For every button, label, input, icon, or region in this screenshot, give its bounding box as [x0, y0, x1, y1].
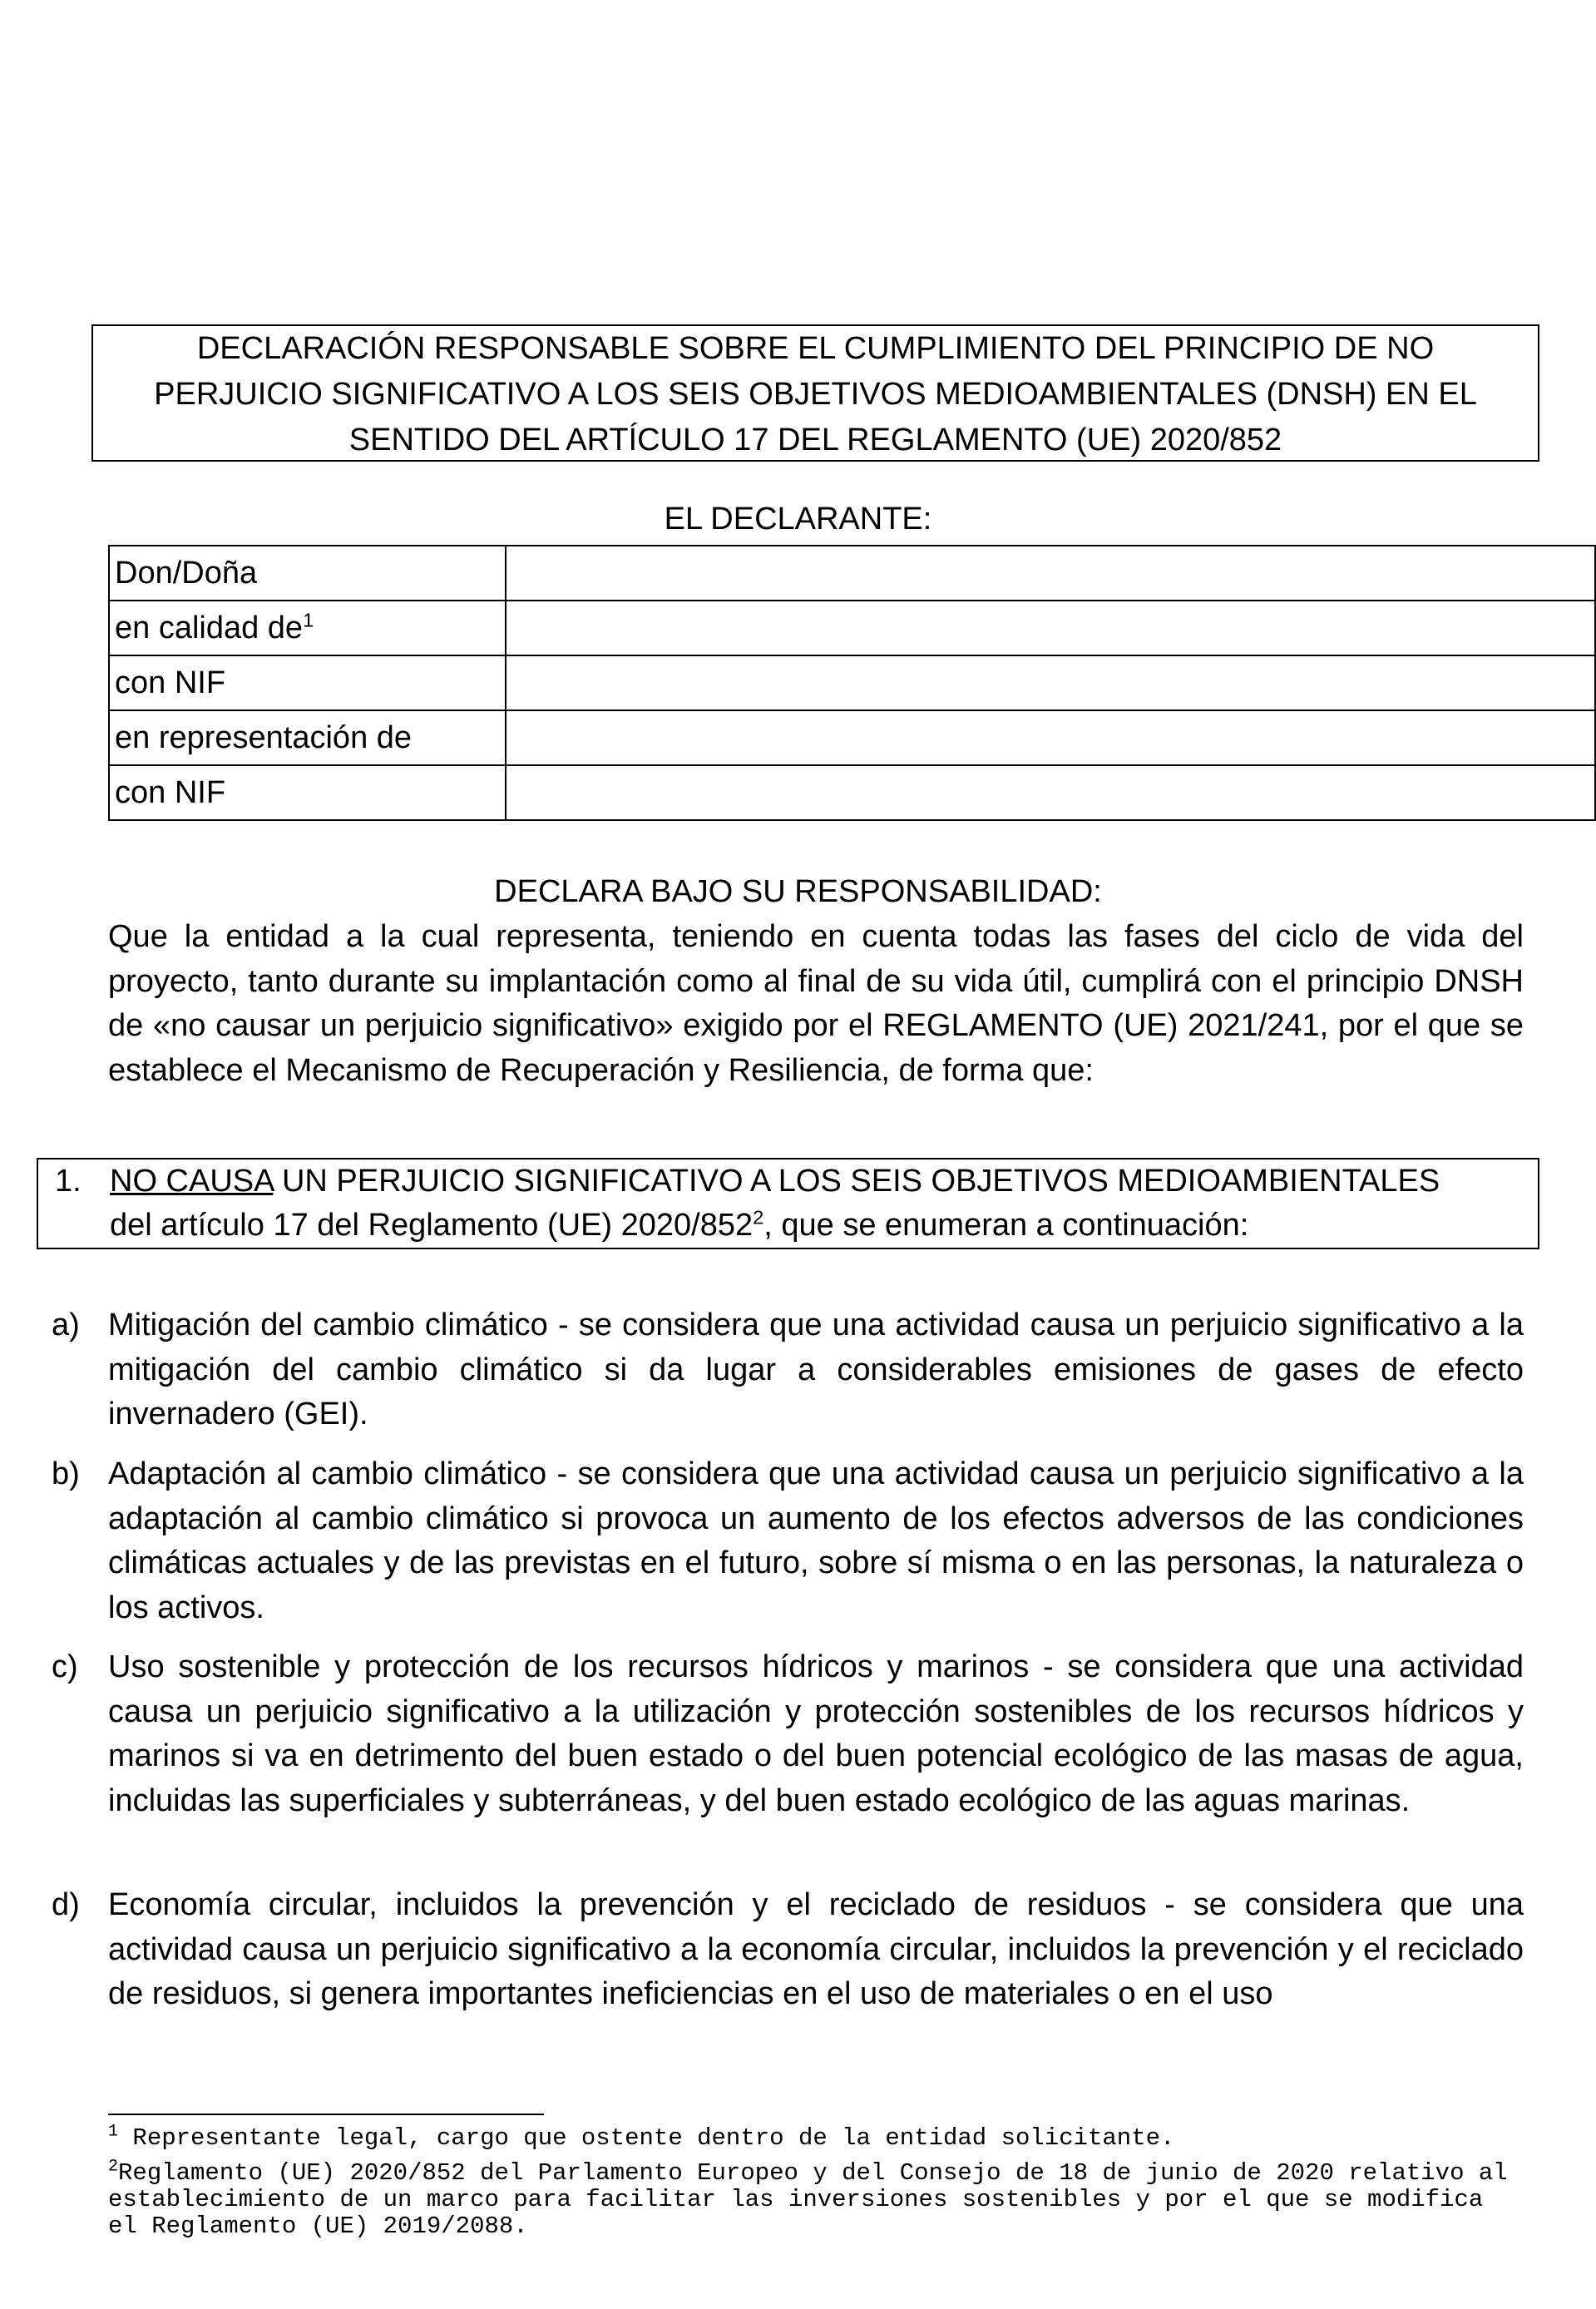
footnote-ref-1: 1 — [303, 608, 314, 630]
declarant-table — [108, 545, 1596, 821]
point-1-box — [37, 1158, 1539, 1249]
declarante-heading: EL DECLARANTE: — [664, 502, 932, 536]
document-title-line-3: SENTIDO DEL ARTÍCULO 17 DEL REGLAMENTO (UE) 2020/852 — [348, 423, 1282, 457]
entity-nif-field[interactable] — [506, 765, 1595, 820]
intro-paragraph: Que la entidad a la cual representa, teniendo en cuenta todas las fases del ciclo de vida del proyecto, tanto durante su implantación como al final de su vida útil, cumplirá con el principio DNSH de «no causar un perjuicio significativo» exigido por el REGLAMENTO (UE) 2021/241, por el que se establece el Mecanismo de Recuperación y Resiliencia, de forma que: — [108, 919, 1524, 1088]
list-item-letter: c) — [52, 1649, 78, 1684]
table-row — [109, 655, 1595, 710]
field-label: en representación de — [109, 710, 506, 765]
point-1-underlined: NO CAUSA — [110, 1164, 274, 1199]
list-item-letter: a) — [52, 1308, 80, 1342]
field-label: con NIF — [109, 655, 506, 710]
list-item-text: Uso sostenible y protección de los recursos hídricos y marinos - se considera que una actividad causa un perjuicio significativo a la utilización y protección sostenibles de los recursos hídricos y marinos si va en detrimento del buen estado o del buen potencial ecológico de las masas de agua, incluidas las superficiales y subterráneas, y del buen estado ecológico de las aguas marinas. — [108, 1649, 1524, 1818]
footnote-2 — [108, 2157, 1522, 2240]
document-title-box — [91, 324, 1539, 462]
point-1-number: 1. — [55, 1164, 82, 1199]
footnote-text: Reglamento (UE) 2020/852 del Parlamento Europeo y del Consejo de 18 de junio de 2020 relativo al establecimiento de un marco para facilitar las inversiones sostenibles y por el que se modifica el Reglamento (UE) 2019/2088. — [108, 2159, 1508, 2240]
table-row — [109, 765, 1595, 820]
footnote-ref-2: 2 — [753, 1206, 764, 1229]
declara-heading: DECLARA BAJO SU RESPONSABILIDAD: — [494, 874, 1102, 909]
footnote-1 — [108, 2122, 1522, 2152]
field-label: Don/Doña — [109, 546, 506, 601]
point-1-text — [110, 1159, 1524, 1248]
role-field[interactable] — [506, 601, 1595, 655]
document-title-line-2: PERJUICIO SIGNIFICATIVO A LOS SEIS OBJETIVOS MEDIOAMBIENTALES (DNSH) EN EL — [154, 377, 1477, 412]
nif-field[interactable] — [506, 655, 1595, 710]
table-row — [109, 601, 1595, 655]
list-item-text: Mitigación del cambio climático - se considera que una actividad causa un perjuicio significativo a la mitigación del cambio climático si da lugar a considerables emisiones de gases de efecto invernadero (GEI). — [108, 1308, 1524, 1431]
list-item-text: Adaptación al cambio climático - se considera que una actividad causa un perjuicio significativo a la adaptación al cambio climático si provoca un aumento de los efectos adversos de las condiciones climáticas actuales y de las previstas en el futuro, sobre sí misma o en las personas, la naturaleza o los activos. — [108, 1456, 1524, 1625]
footnote-mark: 2 — [108, 2157, 119, 2177]
point-1-line-2-end: , que se enumeran a continuación: — [763, 1208, 1249, 1243]
footnote-mark: 1 — [108, 2122, 119, 2142]
point-1-line-1: UN PERJUICIO SIGNIFICATIVO A LOS SEIS OBJETIVOS MEDIOAMBIENTALES — [273, 1164, 1440, 1199]
field-label: con NIF — [109, 765, 506, 820]
list-item-letter: d) — [52, 1887, 80, 1922]
point-1-line-2: del artículo 17 del Reglamento (UE) 2020/852 — [110, 1208, 754, 1243]
represented-entity-field[interactable] — [506, 710, 1595, 765]
name-field[interactable] — [506, 546, 1595, 601]
table-row — [109, 546, 1595, 601]
list-item-text: Economía circular, incluidos la prevención y el reciclado de residuos - se considera que una actividad causa un perjuicio significativo a la economía circular, incluidos la prevención y el reciclado de residuos, si genera importantes ineficiencias en el uso de materiales o en el uso — [108, 1887, 1524, 2011]
footnote-text: Representante legal, cargo que ostente dentro de la entidad solicitante. — [118, 2124, 1175, 2152]
footnote-separator — [108, 2114, 544, 2115]
document-title-line-1: DECLARACIÓN RESPONSABLE SOBRE EL CUMPLIMIENTO DEL PRINCIPIO DE NO — [196, 331, 1435, 366]
table-row — [109, 710, 1595, 765]
field-label: en calidad $de^1$ — [109, 601, 506, 655]
list-item-letter: b) — [52, 1456, 80, 1491]
